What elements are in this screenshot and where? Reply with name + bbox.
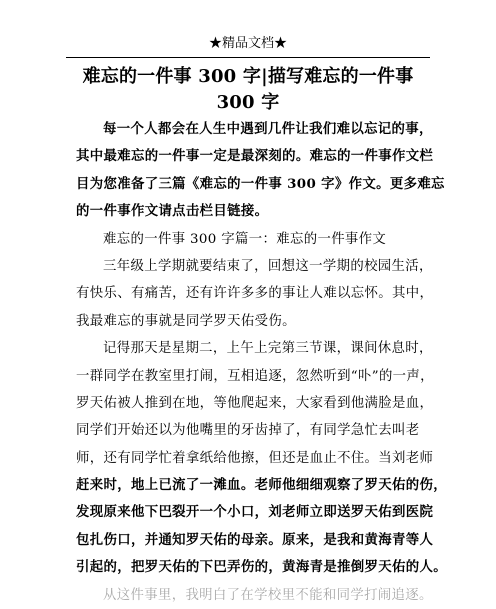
- paragraph-line: 每一个人都会在人生中遇到几件让我们难以忘记的事，: [103, 121, 433, 137]
- paragraph-line: 师，还有同学忙着拿纸给他擦，但还是血止不住。当刘老师: [76, 450, 434, 466]
- paragraph-line: 罗天佑被人推到在地，等他爬起来，大家看到他满脸是血，: [76, 395, 434, 411]
- paragraph-line: 一群同学在教室里打闹，互相追逐，忽然听到“卟”的一声，: [76, 368, 434, 384]
- section-heading: [76, 226, 422, 253]
- paragraph-3: [76, 335, 447, 582]
- paragraph-line: 发现原来他下巴裂开一个小口，刘老师立即送罗天佑到医院: [76, 504, 434, 521]
- paragraph-line: 目为您准备了三篇《难忘的一件事 300 字》作文。更多难忘: [76, 175, 445, 192]
- paragraph-line: 从这件事里，我明白了在学校里不能和同学打闹追逐。: [103, 587, 433, 603]
- document-body: [76, 116, 447, 609]
- document-title: [60, 64, 436, 116]
- page-header: ★精品文档★: [208, 36, 287, 51]
- title-line-1: 难忘的一件事 300 字|描写难忘的一件事: [82, 66, 414, 87]
- paragraph-line: 三年级上学期就要结束了，回想这一学期的校园生活，: [103, 258, 433, 274]
- paragraph-line: 其中最难忘的一件事一定是最深刻的。难忘的一件事作文栏: [76, 148, 434, 165]
- paragraph-line: 记得那天是星期二，上午上完第三节课，课间休息时，: [103, 341, 433, 357]
- paragraph-line: 同学们开始还以为他嘴里的牙齿掉了，有同学急忙去叫老: [76, 423, 420, 439]
- paragraph-2: [76, 253, 434, 335]
- paragraph-line: 引起的，把罗天佑的下巴弄伤的，黄海青是推倒罗天佑的人。: [76, 559, 447, 576]
- header-divider: [66, 57, 430, 58]
- paragraph-line: 我最难忘的事就是同学罗天佑受伤。: [76, 313, 296, 329]
- paragraph-4: [76, 582, 433, 609]
- paragraph-intro: [76, 116, 445, 226]
- paragraph-line: 有快乐、有痛苦，还有许许多多的事让人难以忘怀。其中，: [76, 286, 434, 302]
- paragraph-line: 难忘的一件事 300 字篇一：难忘的一件事作文: [103, 231, 387, 247]
- paragraph-line: 赶来时，地上已流了一滩血。老师他细细观察了罗天佑的伤，: [76, 477, 447, 494]
- paragraph-line: 包扎伤口，并通知罗天佑的母亲。原来，是我和黄海青等人: [76, 531, 434, 548]
- paragraph-line: 的一件事作文请点击栏目链接。: [76, 203, 269, 220]
- title-line-2: 300 字: [216, 92, 280, 113]
